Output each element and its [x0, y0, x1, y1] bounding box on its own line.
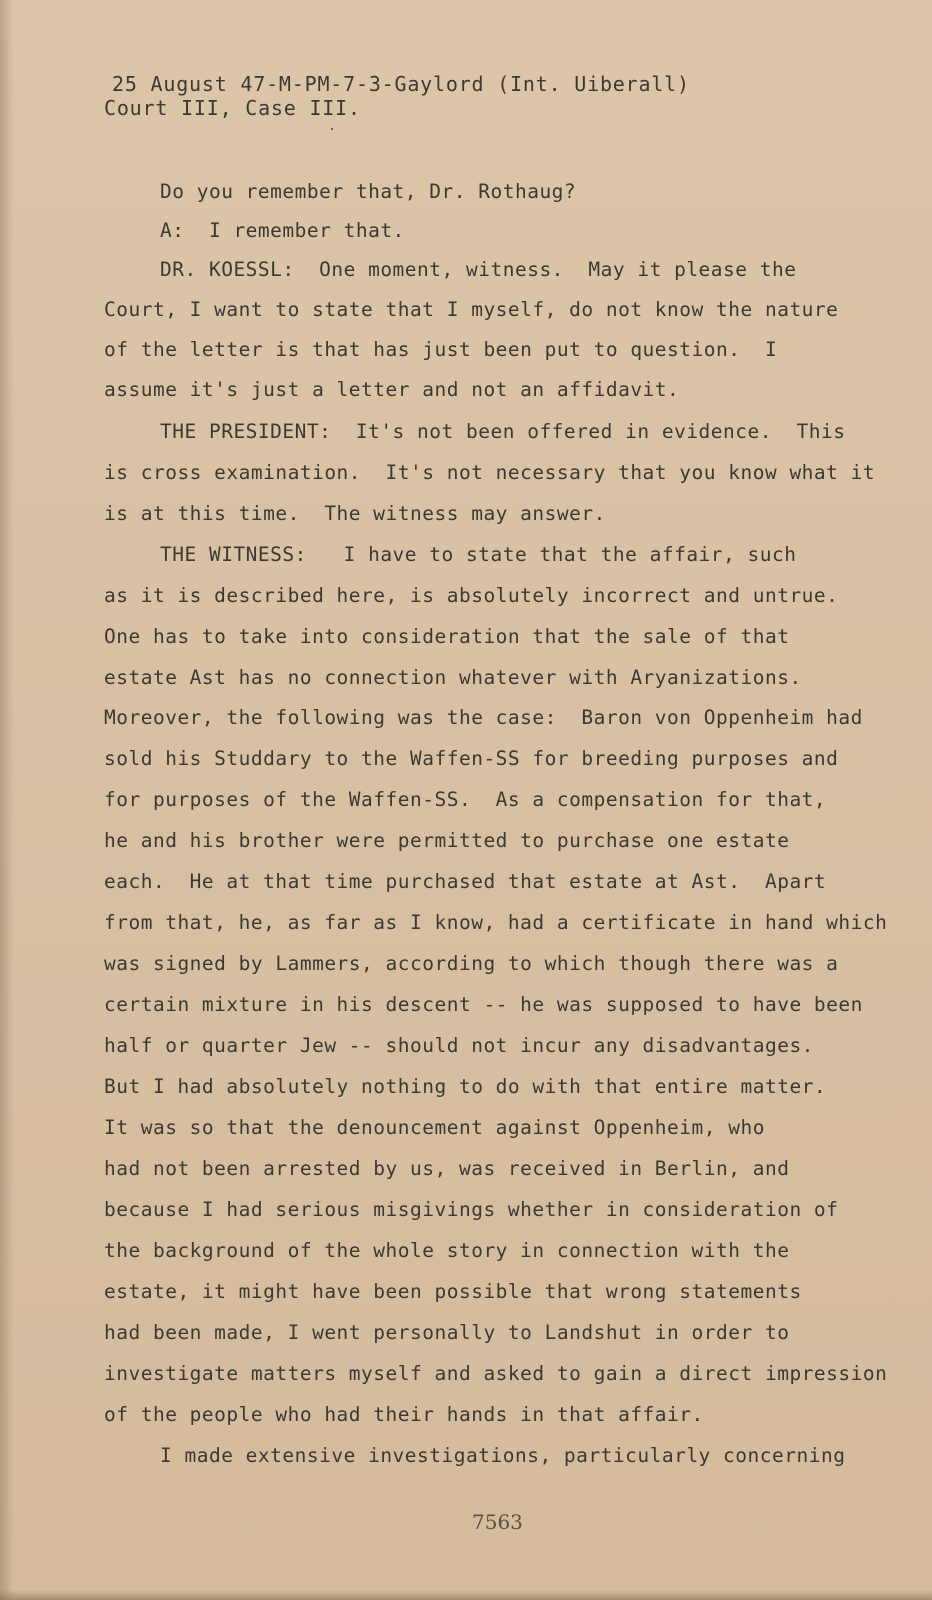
- body-line: Do you remember that, Dr. Rothaug?: [160, 180, 577, 203]
- body-line: Moreover, the following was the case: Baron von Oppenheim had: [104, 706, 863, 729]
- body-line: of the letter is that has just been put to question. I: [104, 338, 778, 361]
- body-line: I made extensive investigations, particularly concerning: [160, 1444, 846, 1467]
- body-line: estate Ast has no connection whatever with Aryanizations.: [104, 666, 802, 689]
- body-line: is at this time. The witness may answer.: [104, 502, 606, 525]
- paper-bottom-edge: [0, 1590, 932, 1600]
- page-number: 7563: [472, 1510, 523, 1534]
- body-line: he and his brother were permitted to purchase one estate: [104, 829, 790, 852]
- body-line: sold his Studdary to the Waffen-SS for breeding purposes and: [104, 747, 839, 770]
- paper-left-edge: [0, 0, 14, 1600]
- body-line: as it is described here, is absolutely incorrect and untrue.: [104, 584, 839, 607]
- body-line: One has to take into consideration that the sale of that: [104, 625, 790, 648]
- body-line: Court, I want to state that I myself, do not know the nature: [104, 298, 839, 321]
- body-line: investigate matters myself and asked to gain a direct impression: [104, 1362, 888, 1385]
- body-line: certain mixture in his descent -- he was supposed to have been: [104, 993, 863, 1016]
- header-line-1: 25 August 47-M-PM-7-3-Gaylord (Int. Uiberall): [112, 72, 690, 96]
- header-line-2: Court III, Case III.: [104, 96, 361, 120]
- body-line: had not been arrested by us, was received in Berlin, and: [104, 1157, 790, 1180]
- body-line: THE WITNESS: I have to state that the affair, such: [160, 543, 797, 566]
- body-line: assume it's just a letter and not an affidavit.: [104, 378, 680, 401]
- body-line: for purposes of the Waffen-SS. As a compensation for that,: [104, 788, 827, 811]
- body-line: estate, it might have been possible that wrong statements: [104, 1280, 802, 1303]
- body-line: A: I remember that.: [160, 219, 405, 242]
- body-line: because I had serious misgivings whether in consideration of: [104, 1198, 839, 1221]
- body-line: each. He at that time purchased that estate at Ast. Apart: [104, 870, 827, 893]
- body-line: is cross examination. It's not necessary that you know what it: [104, 461, 876, 484]
- stray-mark: [331, 128, 333, 130]
- body-line: But I had absolutely nothing to do with that entire matter.: [104, 1075, 827, 1098]
- body-line: had been made, I went personally to Landshut in order to: [104, 1321, 790, 1344]
- body-line: from that, he, as far as I know, had a certificate in hand which: [104, 911, 888, 934]
- body-line: was signed by Lammers, according to which though there was a: [104, 952, 839, 975]
- body-line: half or quarter Jew -- should not incur any disadvantages.: [104, 1034, 814, 1057]
- body-line: It was so that the denouncement against Oppenheim, who: [104, 1116, 765, 1139]
- body-line: THE PRESIDENT: It's not been offered in evidence. This: [160, 420, 846, 443]
- body-line: DR. KOESSL: One moment, witness. May it please the: [160, 258, 797, 281]
- body-line: the background of the whole story in connection with the: [104, 1239, 790, 1262]
- body-line: of the people who had their hands in that affair.: [104, 1403, 704, 1426]
